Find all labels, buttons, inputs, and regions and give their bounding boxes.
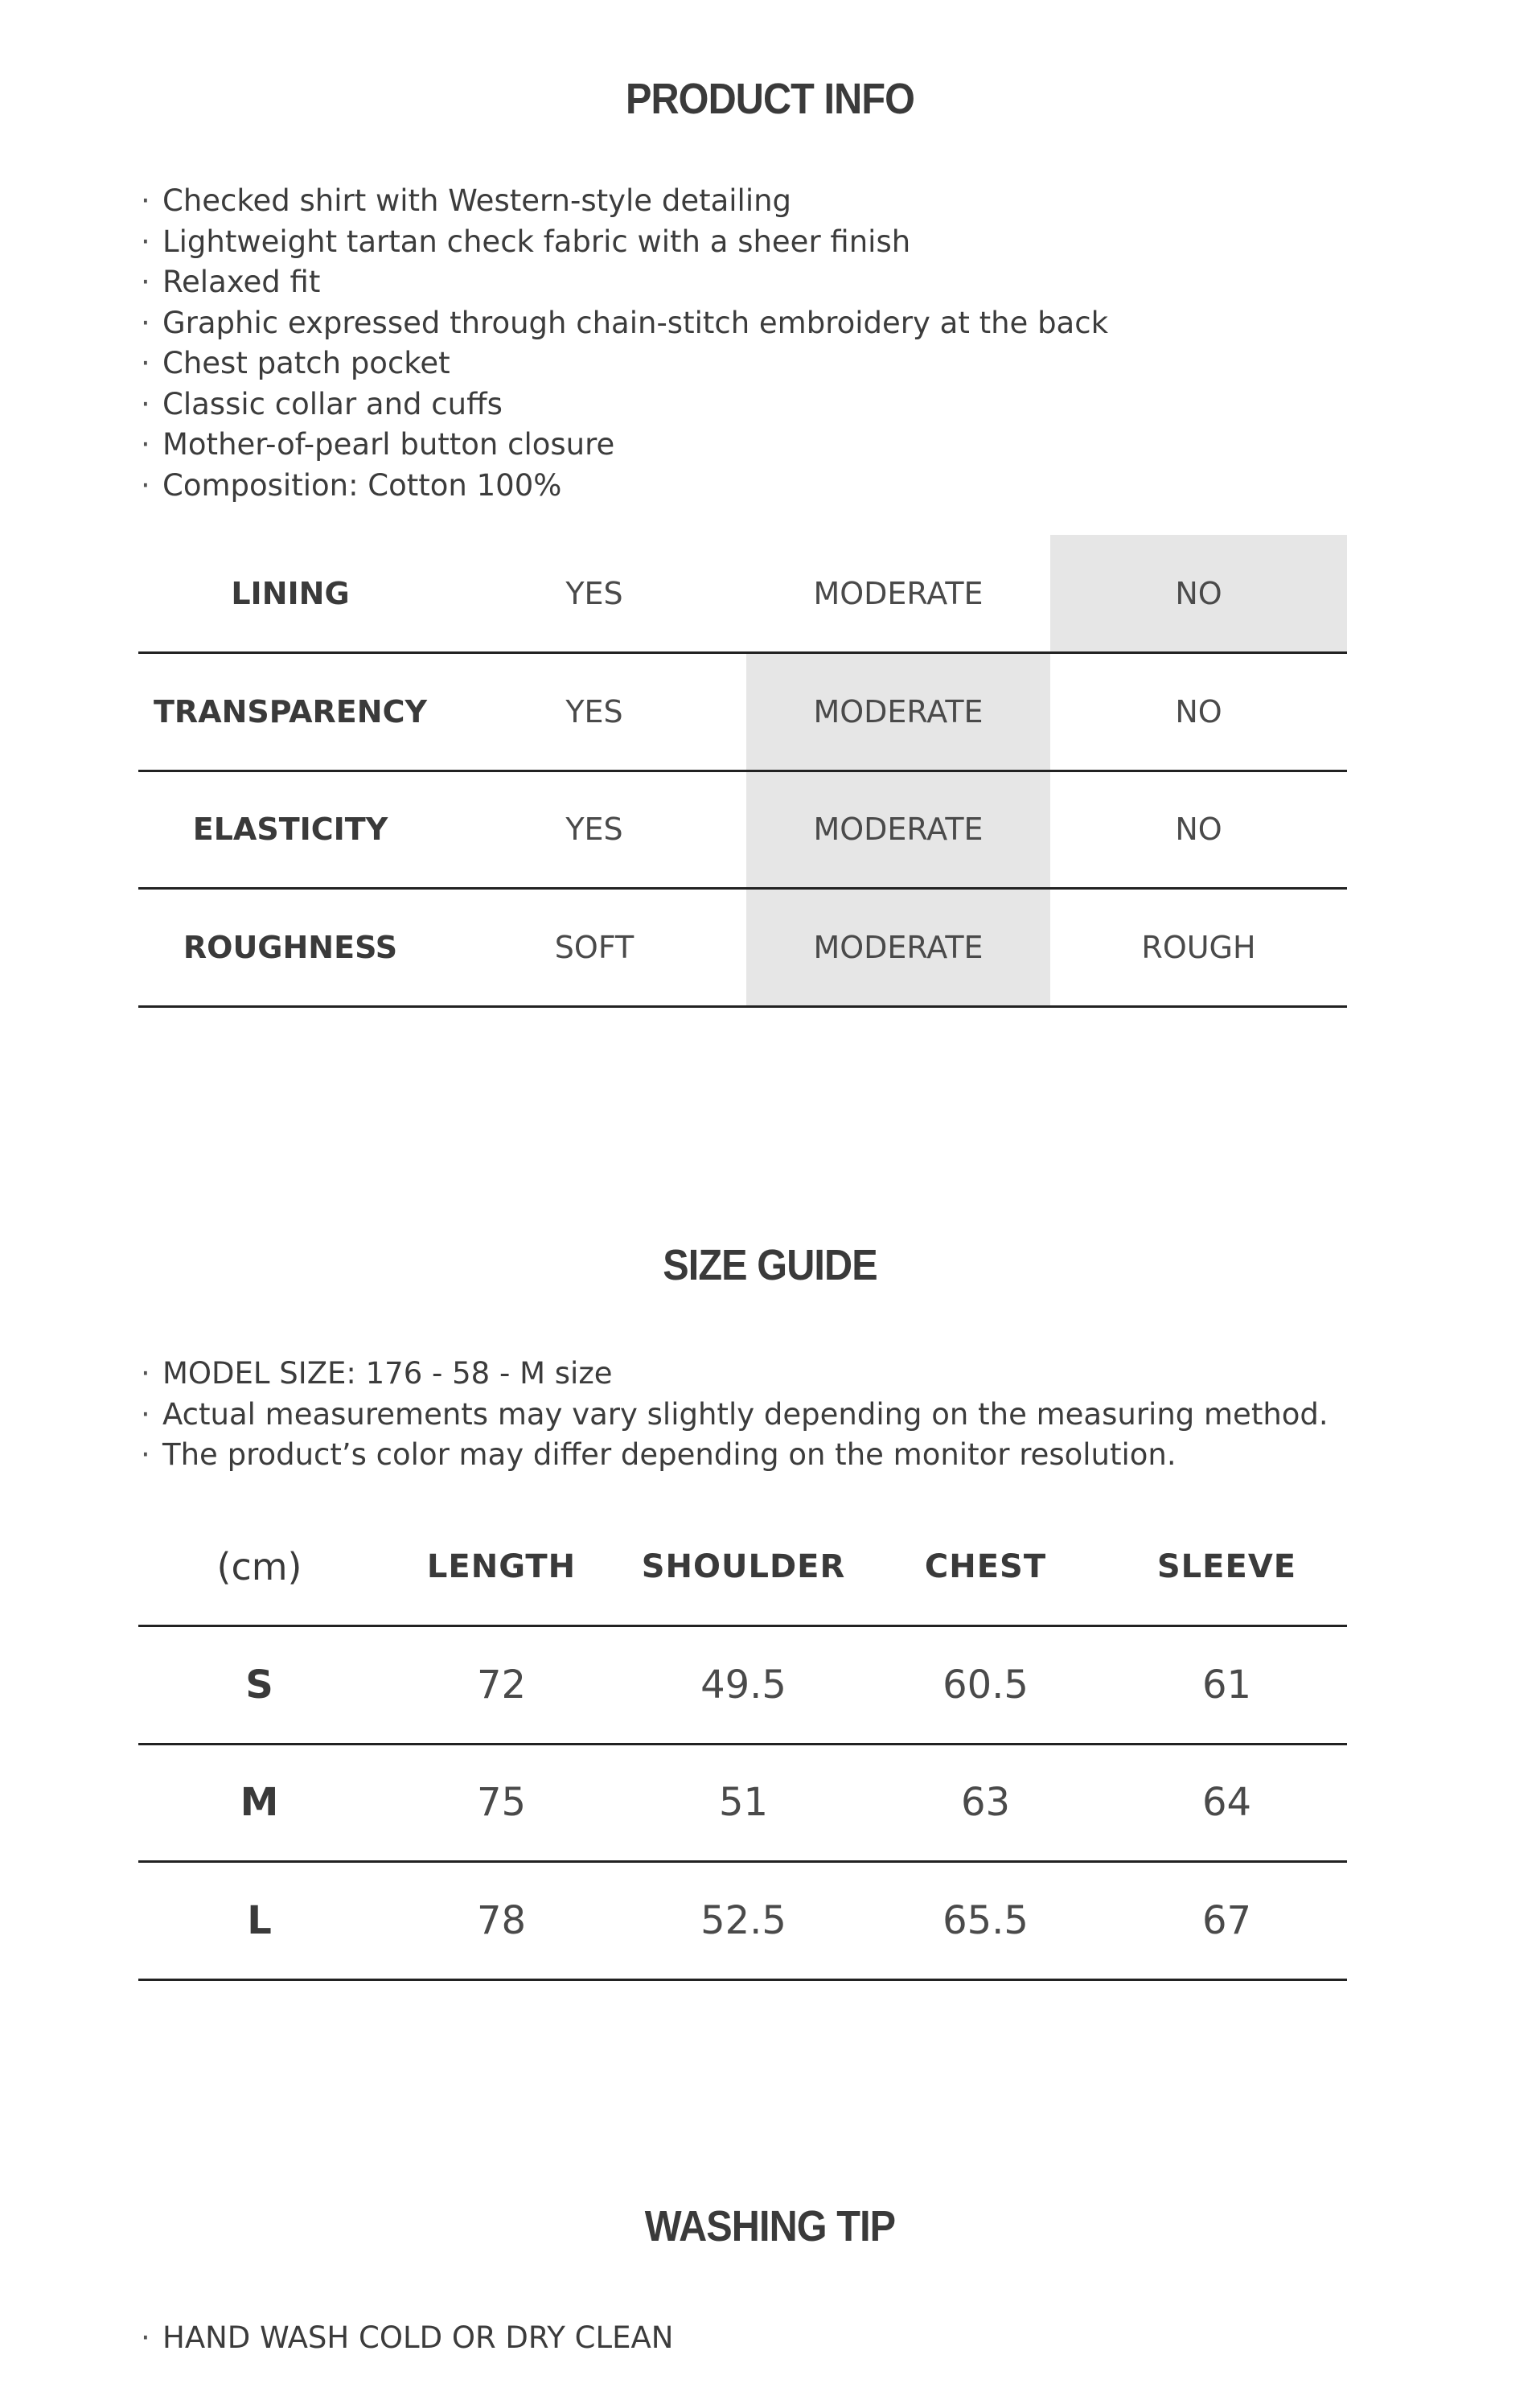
- size-guide-notes: [141, 1354, 1329, 1476]
- list-item: · Composition: Cotton 100%: [141, 466, 1108, 507]
- attribute-option: YES: [565, 575, 623, 611]
- attribute-option: NO: [1050, 771, 1347, 889]
- table-cell: 65.5: [864, 1862, 1107, 1980]
- attribute-option-selected: NO: [1050, 535, 1347, 653]
- table-cell: 67: [1107, 1862, 1347, 1980]
- product-info-title: PRODUCT INFO: [625, 75, 915, 123]
- list-item: · Relaxed fit: [141, 262, 1108, 303]
- attribute-label-roughness: ROUGHNESS: [138, 889, 442, 1007]
- table-row: [138, 1626, 1347, 1745]
- table-cell: 78: [380, 1862, 622, 1980]
- table-header-row: [138, 1508, 1347, 1626]
- attribute-option-selected: MODERATE: [746, 771, 1050, 889]
- washing-tip-title: WASHING TIP: [644, 2202, 896, 2250]
- column-header-shoulder: SHOULDER: [641, 1547, 846, 1585]
- table-row: [138, 889, 1347, 1007]
- attribute-option: ROUGH: [1050, 889, 1347, 1007]
- size-label: S: [138, 1626, 380, 1745]
- list-item: · Actual measurements may vary slightly depending on the measuring method.: [141, 1395, 1329, 1436]
- list-item: · Checked shirt with Western-style detailing: [141, 181, 1108, 222]
- table-cell: 75: [380, 1744, 622, 1862]
- attribute-option-selected: MODERATE: [746, 653, 1050, 771]
- attribute-option: SOFT: [442, 889, 746, 1007]
- table-cell: 61: [1107, 1626, 1347, 1745]
- table-row: [138, 653, 1347, 771]
- column-header-length: LENGTH: [426, 1547, 577, 1585]
- washing-tip-list: [141, 2318, 673, 2359]
- attribute-label-elasticity: ELASTICITY: [138, 771, 442, 889]
- list-item: · MODEL SIZE: 176 - 58 - M size: [141, 1354, 1329, 1395]
- column-header-chest: CHEST: [924, 1547, 1047, 1585]
- table-cell: 60.5: [864, 1626, 1107, 1745]
- list-item: · HAND WASH COLD OR DRY CLEAN: [141, 2318, 673, 2359]
- attribute-option-selected: MODERATE: [746, 889, 1050, 1007]
- unit-header: (cm): [216, 1544, 302, 1588]
- list-item: · Classic collar and cuffs: [141, 384, 1108, 425]
- attribute-option: YES: [442, 771, 746, 889]
- table-row: [138, 771, 1347, 889]
- attribute-option: NO: [1050, 653, 1347, 771]
- table-cell: 72: [380, 1626, 622, 1745]
- table-cell: 51: [622, 1744, 864, 1862]
- table-cell: 49.5: [622, 1626, 864, 1745]
- size-label: L: [138, 1862, 380, 1980]
- attribute-label-lining: LINING: [231, 575, 350, 611]
- list-item: · Chest patch pocket: [141, 343, 1108, 384]
- column-header-sleeve: SLEEVE: [1156, 1547, 1297, 1585]
- size-label: M: [138, 1744, 380, 1862]
- size-table: [138, 1508, 1347, 1981]
- table-cell: 63: [864, 1744, 1107, 1862]
- fabric-attributes-table: [138, 535, 1347, 1008]
- size-guide-title: SIZE GUIDE: [663, 1241, 877, 1289]
- list-item: · The product’s color may differ depending on the monitor resolution.: [141, 1435, 1329, 1476]
- product-info-list: [141, 181, 1108, 506]
- attribute-label-transparency: TRANSPARENCY: [138, 653, 442, 771]
- table-row: [138, 1744, 1347, 1862]
- list-item: · Lightweight tartan check fabric with a sheer finish: [141, 222, 1108, 263]
- table-cell: 52.5: [622, 1862, 864, 1980]
- attribute-option: YES: [442, 653, 746, 771]
- table-cell: 64: [1107, 1744, 1347, 1862]
- list-item: · Mother-of-pearl button closure: [141, 425, 1108, 466]
- table-row: [138, 535, 1347, 653]
- attribute-option: MODERATE: [813, 575, 984, 611]
- table-row: [138, 1862, 1347, 1980]
- list-item: · Graphic expressed through chain-stitch embroidery at the back: [141, 303, 1108, 344]
